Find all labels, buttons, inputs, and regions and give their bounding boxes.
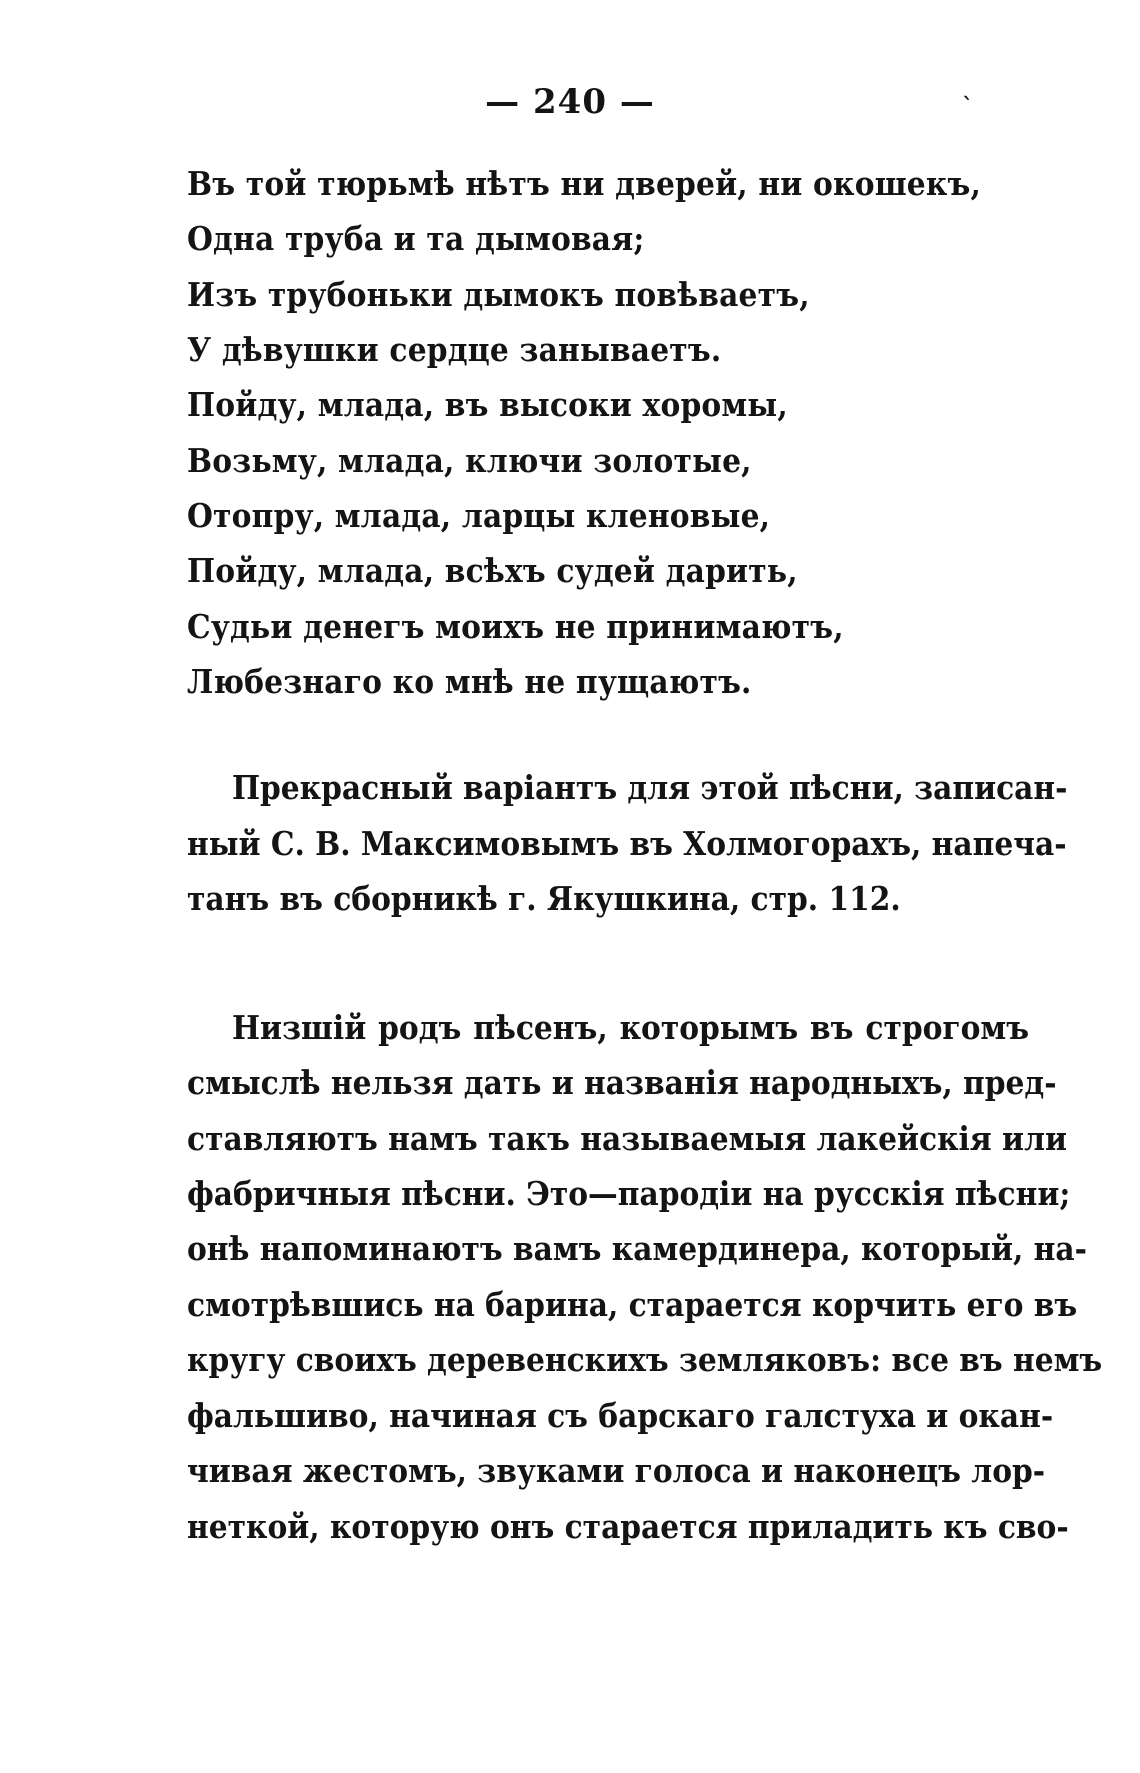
poem-line: Возьму, млада, ключи золотые, [187, 441, 752, 480]
body-line: онѣ напоминаютъ вамъ камердинера, который, на- [187, 1229, 1087, 1268]
note-line: ный С. В. Максимовымъ въ Холмогорахъ, напеча- [187, 824, 1067, 863]
poem-line: Изъ трубоньки дымокъ повѣваетъ, [187, 275, 810, 314]
poem-line: Пойду, млада, въ высоки хоромы, [187, 385, 788, 424]
poem-line: Въ той тюрьмѣ нѣтъ ни дверей, ни окошекъ, [187, 164, 982, 203]
body-line: ставляютъ намъ такъ называемыя лакейскія или [187, 1119, 1068, 1158]
poem-line: Пойду, млада, всѣхъ судей дарить, [187, 551, 798, 590]
body-line: чивая жестомъ, звуками голоса и наконецъ лор- [187, 1451, 1046, 1490]
poem-line: Судьи денегъ моихъ не принимаютъ, [187, 607, 844, 646]
body-line: неткой, которую онъ старается приладить къ сво- [187, 1507, 1069, 1546]
body-line: смотрѣвшись на барина, старается корчить его въ [187, 1285, 1078, 1324]
body-line: смыслѣ нельзя дать и названія народныхъ, пред- [187, 1063, 1057, 1102]
poem-line: У дѣвушки сердце занываетъ. [187, 330, 722, 369]
body-line: кругу своихъ деревенскихъ земляковъ: все въ немъ [187, 1340, 1103, 1379]
poem-line: Любезнаго ко мнѣ не пущаютъ. [187, 662, 752, 701]
poem-line: Одна труба и та дымовая; [187, 219, 645, 258]
page-number: — 240 — [485, 82, 655, 122]
print-speck: ` [962, 94, 973, 120]
note-line: танъ въ сборникѣ г. Якушкина, стр. 112. [187, 879, 901, 918]
body-line: фальшиво, начиная съ барскаго галстуха и окан- [187, 1396, 1054, 1435]
body-line: Низшій родъ пѣсенъ, которымъ въ строгомъ [232, 1008, 1029, 1047]
body-line: фабричныя пѣсни. Это—пародіи на русскія пѣсни; [187, 1174, 1071, 1213]
poem-line: Отопру, млада, ларцы кленовые, [187, 496, 771, 535]
note-line: Прекрасный варіантъ для этой пѣсни, записан- [232, 768, 1068, 807]
